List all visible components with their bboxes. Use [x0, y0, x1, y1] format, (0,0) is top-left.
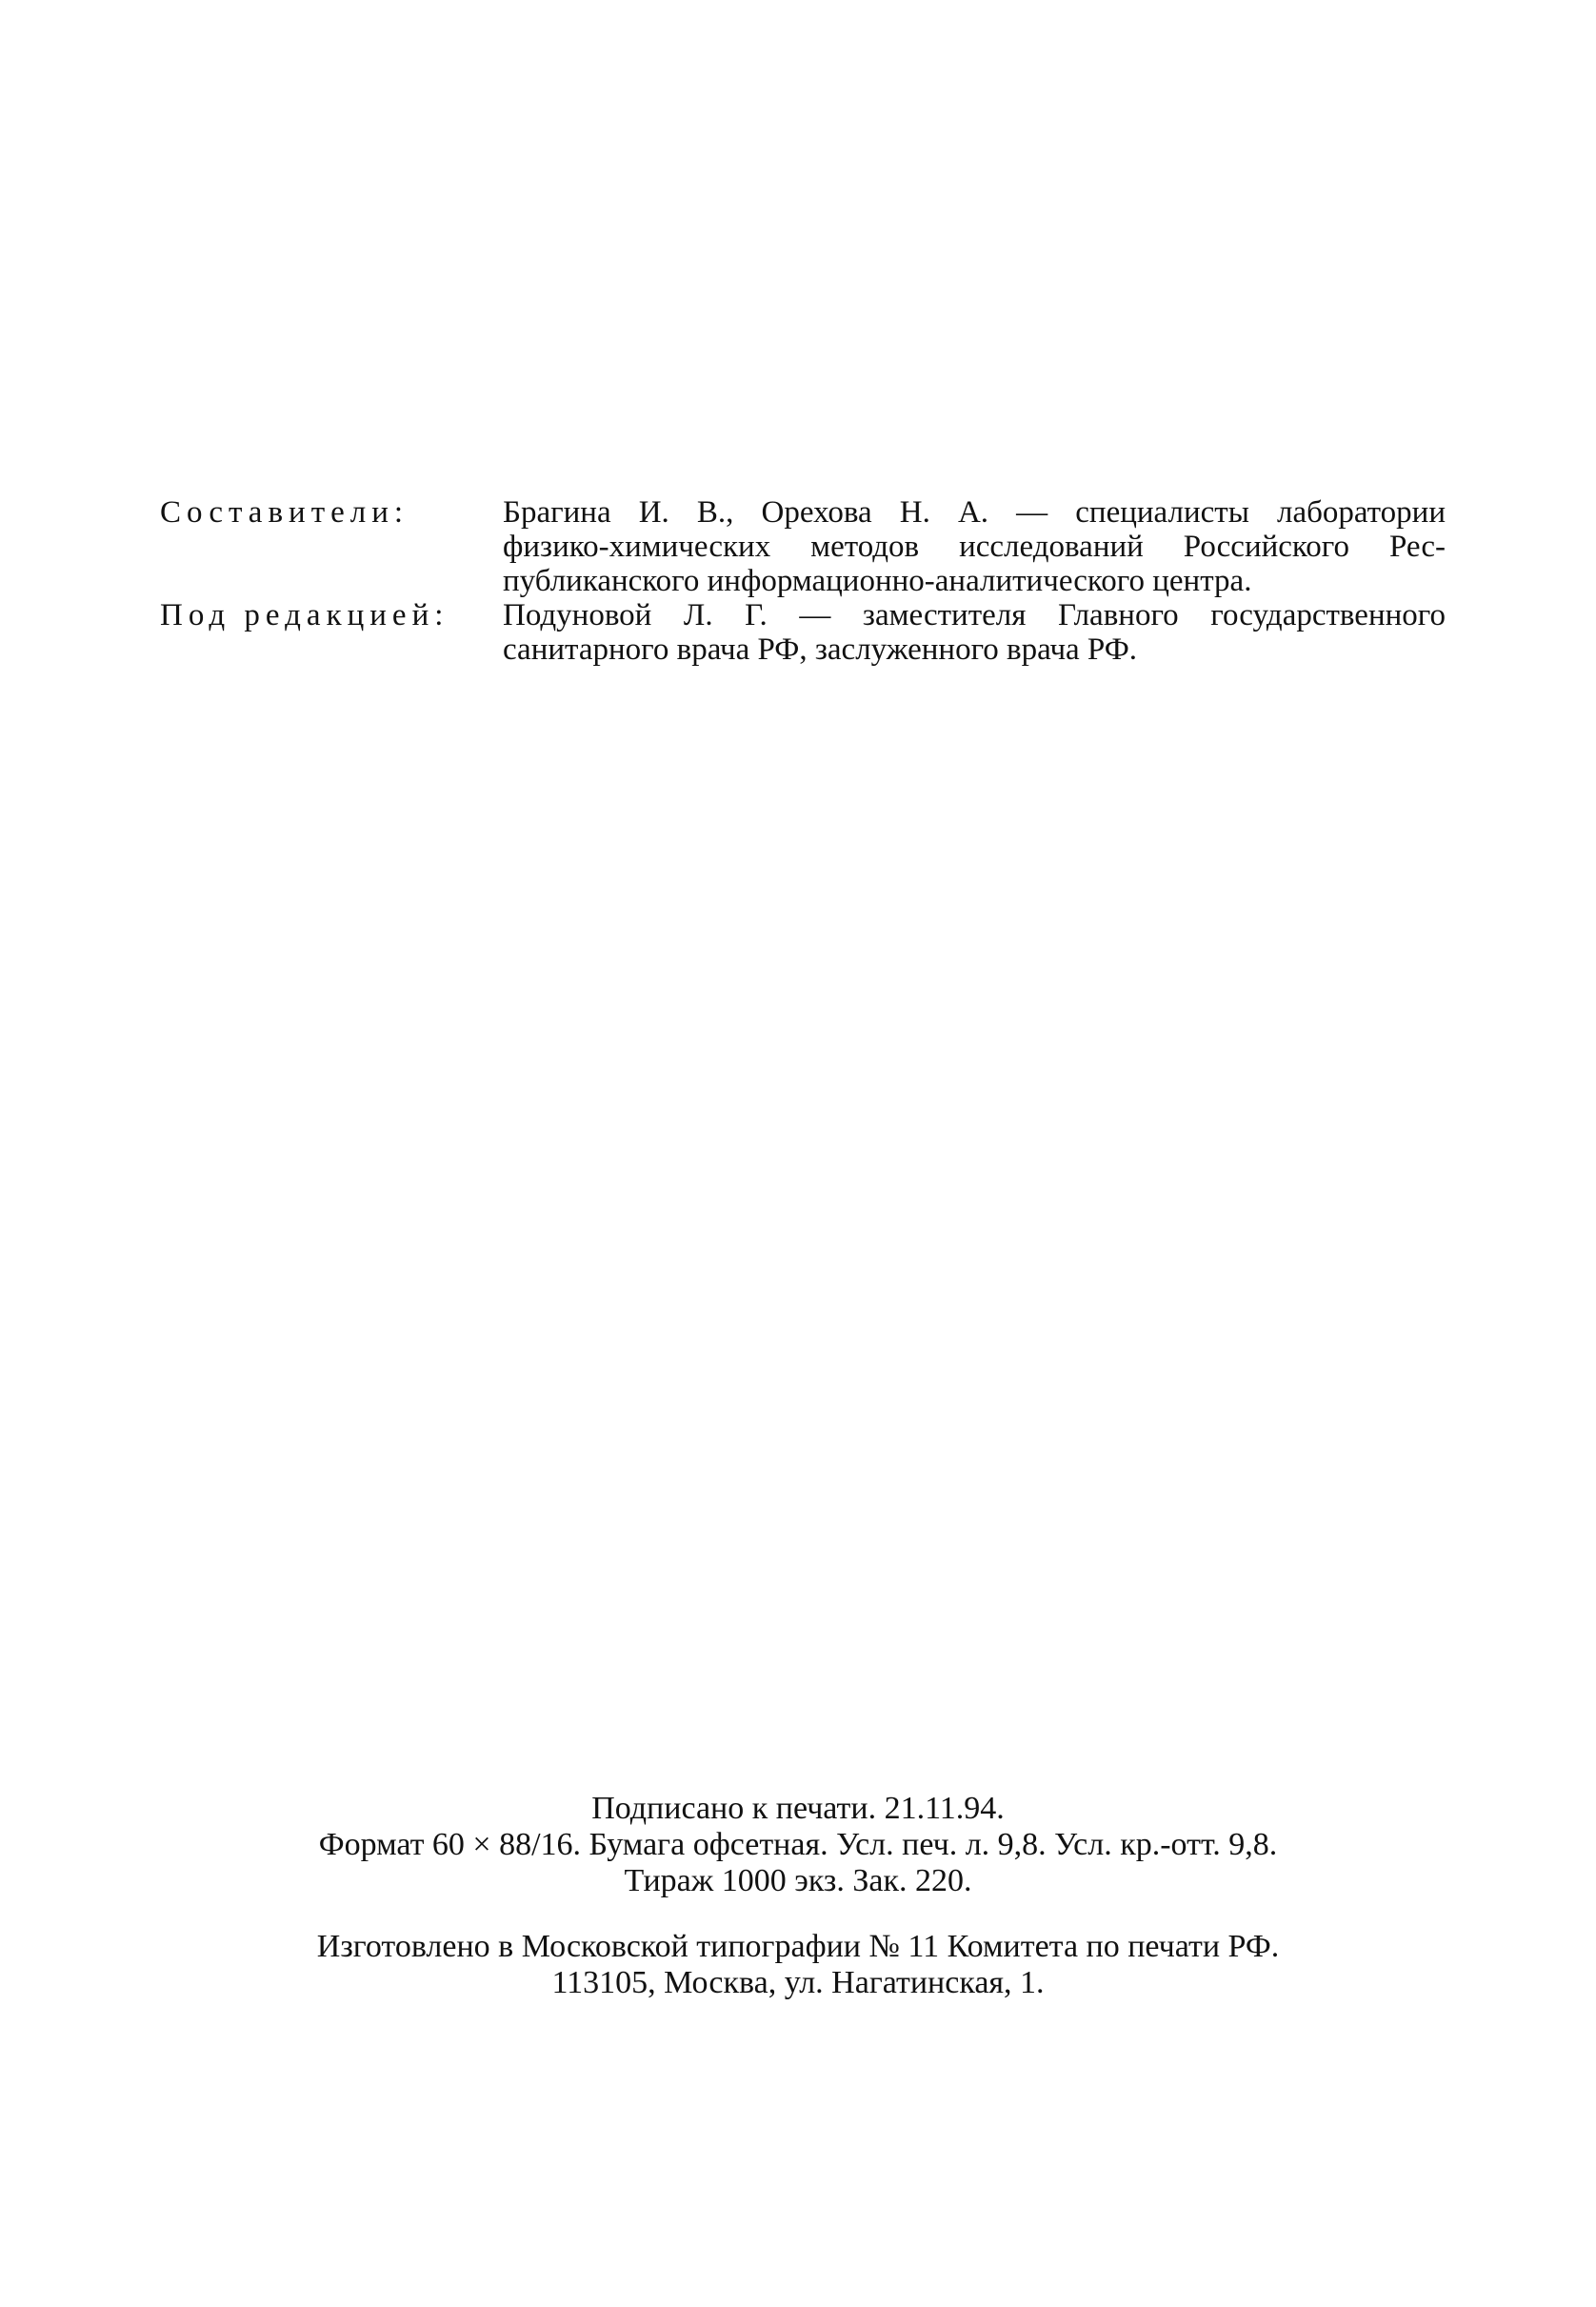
printer-name: Изготовлено в Московской типографии № 11 Комитета по печати РФ.	[316, 1929, 1280, 1964]
compilers-line: Брагина И. В., Орехова Н. А. — специалисты лаборатории	[503, 495, 1446, 530]
printer-address: 113105, Москва, ул. Нагатинская, 1.	[551, 1965, 1045, 2000]
editor-line: Подуновой Л. Г. — заместителя Главного государственного	[503, 598, 1446, 632]
editor-label: Под редакцией:	[160, 598, 449, 632]
credits-block	[160, 495, 1446, 667]
compilers-line: физико-химических методов исследований Российского Рес-	[503, 530, 1446, 564]
compilers-row	[160, 495, 1446, 598]
format-info: Формат 60 × 88/16. Бумага офсетная. Усл. печ. л. 9,8. Усл. кр.-отт. 9,8.	[318, 1827, 1278, 1862]
editor-row	[160, 598, 1446, 667]
editor-text	[503, 598, 1446, 667]
editor-line: санитарного врача РФ, заслуженного врача РФ.	[503, 632, 1138, 667]
signed-to-print: Подписано к печати. 21.11.94.	[591, 1791, 1005, 1826]
compilers-label: Составители:	[160, 495, 409, 530]
print-run: Тираж 1000 экз. Зак. 220.	[624, 1863, 972, 1898]
compilers-line: публиканского информационно-аналитического центра.	[503, 564, 1252, 598]
printer-info	[0, 1929, 1596, 2001]
compilers-text	[503, 495, 1446, 598]
imprint-details	[0, 1791, 1596, 1899]
